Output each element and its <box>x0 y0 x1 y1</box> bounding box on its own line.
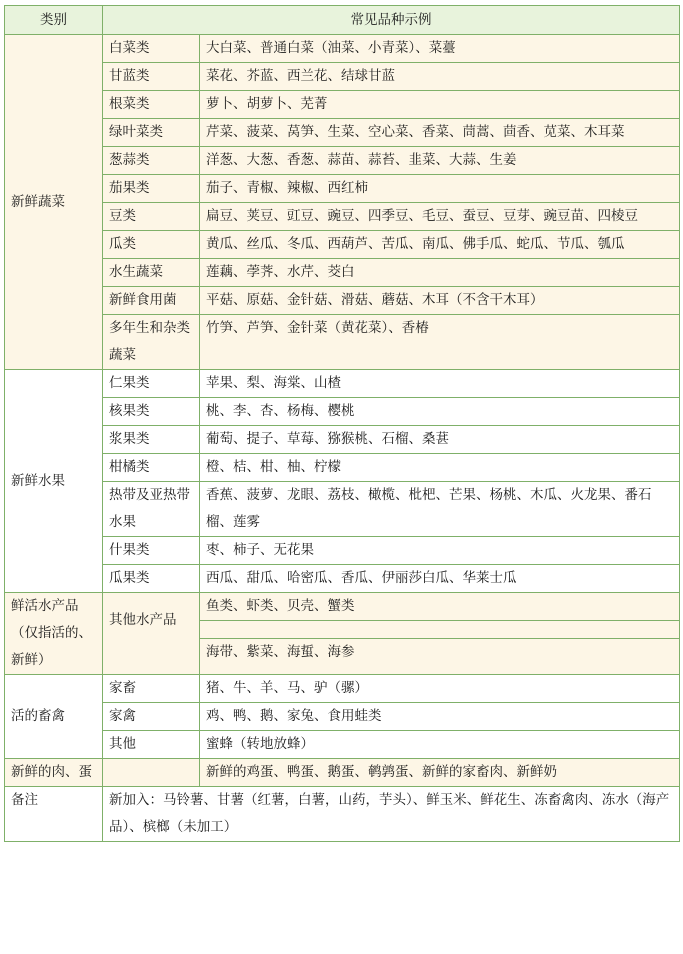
examples-cell: 芹菜、菠菜、莴笋、生菜、空心菜、香菜、茼蒿、茴香、苋菜、木耳菜 <box>200 119 680 147</box>
subcategory-cell: 其他 <box>103 731 200 759</box>
table-row <box>5 454 680 482</box>
table-row <box>5 398 680 426</box>
table-row <box>5 147 680 175</box>
subcategory-cell: 仁果类 <box>103 370 200 398</box>
examples-cell: 大白菜、普通白菜（油菜、小青菜）、菜薹 <box>200 35 680 63</box>
table-row <box>5 370 680 398</box>
examples-cell: 猪、牛、羊、马、驴（骡） <box>200 675 680 703</box>
subcategory-cell: 多年生和杂类蔬菜 <box>103 315 200 370</box>
examples-cell: 洋葱、大葱、香葱、蒜苗、蒜苔、韭菜、大蒜、生姜 <box>200 147 680 175</box>
examples-cell: 鸡、鸭、鹅、家兔、食用蛙类 <box>200 703 680 731</box>
examples-cell: 莲藕、荸荠、水芹、茭白 <box>200 259 680 287</box>
subcategory-cell <box>103 759 200 787</box>
table-row <box>5 315 680 370</box>
subcategory-cell: 新鲜食用菌 <box>103 287 200 315</box>
subcategory-cell: 水生蔬菜 <box>103 259 200 287</box>
examples-cell-empty <box>200 621 680 639</box>
examples-cell: 鱼类、虾类、贝壳、蟹类 <box>200 593 680 621</box>
subcategory-cell: 家畜 <box>103 675 200 703</box>
subcategory-cell: 浆果类 <box>103 426 200 454</box>
subcategory-cell: 什果类 <box>103 537 200 565</box>
examples-cell: 桃、李、杏、杨梅、樱桃 <box>200 398 680 426</box>
table-row <box>5 63 680 91</box>
subcategory-cell: 绿叶菜类 <box>103 119 200 147</box>
table-row <box>5 787 680 842</box>
examples-cell: 橙、桔、柑、柚、柠檬 <box>200 454 680 482</box>
examples-cell: 萝卜、胡萝卜、芜菁 <box>200 91 680 119</box>
examples-cell: 西瓜、甜瓜、哈密瓜、香瓜、伊丽莎白瓜、华莱士瓜 <box>200 565 680 593</box>
category-meat-eggs: 新鲜的肉、蛋 <box>5 759 103 787</box>
subcategory-cell: 家禽 <box>103 703 200 731</box>
examples-cell: 海带、紫菜、海蜇、海参 <box>200 639 680 675</box>
subcategory-cell: 柑橘类 <box>103 454 200 482</box>
remarks-label: 备注 <box>5 787 103 842</box>
table-row <box>5 231 680 259</box>
subcategory-cell: 茄果类 <box>103 175 200 203</box>
table-row <box>5 537 680 565</box>
table-row <box>5 175 680 203</box>
subcategory-cell: 白菜类 <box>103 35 200 63</box>
table-row <box>5 593 680 621</box>
category-aquatic: 鲜活水产品（仅指活的、新鲜） <box>5 593 103 675</box>
examples-cell: 苹果、梨、海棠、山楂 <box>200 370 680 398</box>
header-category: 类别 <box>5 6 103 35</box>
table-row <box>5 482 680 537</box>
examples-cell: 茄子、青椒、辣椒、西红柿 <box>200 175 680 203</box>
subcategory-cell: 瓜果类 <box>103 565 200 593</box>
table-row <box>5 675 680 703</box>
subcategory-cell: 根菜类 <box>103 91 200 119</box>
subcategory-cell: 葱蒜类 <box>103 147 200 175</box>
table-row <box>5 565 680 593</box>
table-row <box>5 287 680 315</box>
table-row <box>5 426 680 454</box>
subcategory-cell: 豆类 <box>103 203 200 231</box>
category-vegetables: 新鲜蔬菜 <box>5 35 103 370</box>
examples-cell: 蜜蜂（转地放蜂） <box>200 731 680 759</box>
table-row <box>5 703 680 731</box>
examples-cell: 新鲜的鸡蛋、鸭蛋、鹅蛋、鹌鹑蛋、新鲜的家畜肉、新鲜奶 <box>200 759 680 787</box>
examples-cell: 菜花、芥蓝、西兰花、结球甘蓝 <box>200 63 680 91</box>
remarks-text: 新加入：马铃薯、甘薯（红薯，白薯，山药，芋头）、鲜玉米、鲜花生、冻畜禽肉、冻水（海产品）、槟榔（未加工） <box>103 787 680 842</box>
examples-cell: 葡萄、提子、草莓、猕猴桃、石榴、桑葚 <box>200 426 680 454</box>
examples-cell: 竹笋、芦笋、金针菜（黄花菜）、香椿 <box>200 315 680 370</box>
table-row <box>5 91 680 119</box>
table-row <box>5 759 680 787</box>
table-header-row <box>5 6 680 35</box>
examples-cell: 扁豆、荚豆、豇豆、豌豆、四季豆、毛豆、蚕豆、豆芽、豌豆苗、四棱豆 <box>200 203 680 231</box>
category-fruits: 新鲜水果 <box>5 370 103 593</box>
subcategory-cell: 甘蓝类 <box>103 63 200 91</box>
examples-cell: 黄瓜、丝瓜、冬瓜、西葫芦、苦瓜、南瓜、佛手瓜、蛇瓜、节瓜、瓠瓜 <box>200 231 680 259</box>
subcategory-cell: 热带及亚热带水果 <box>103 482 200 537</box>
examples-cell: 枣、柿子、无花果 <box>200 537 680 565</box>
subcategory-cell: 其他水产品 <box>103 593 200 675</box>
examples-cell: 平菇、原菇、金针菇、滑菇、蘑菇、木耳（不含干木耳） <box>200 287 680 315</box>
table-row <box>5 119 680 147</box>
subcategory-cell: 瓜类 <box>103 231 200 259</box>
category-livestock: 活的畜禽 <box>5 675 103 759</box>
header-examples: 常见品种示例 <box>103 6 680 35</box>
table-row <box>5 731 680 759</box>
subcategory-cell: 核果类 <box>103 398 200 426</box>
table-row <box>5 259 680 287</box>
examples-cell: 香蕉、菠萝、龙眼、荔枝、橄榄、枇杷、芒果、杨桃、木瓜、火龙果、番石榴、莲雾 <box>200 482 680 537</box>
table-row <box>5 35 680 63</box>
table-container <box>4 5 680 842</box>
produce-category-table <box>4 5 680 842</box>
table-row <box>5 203 680 231</box>
